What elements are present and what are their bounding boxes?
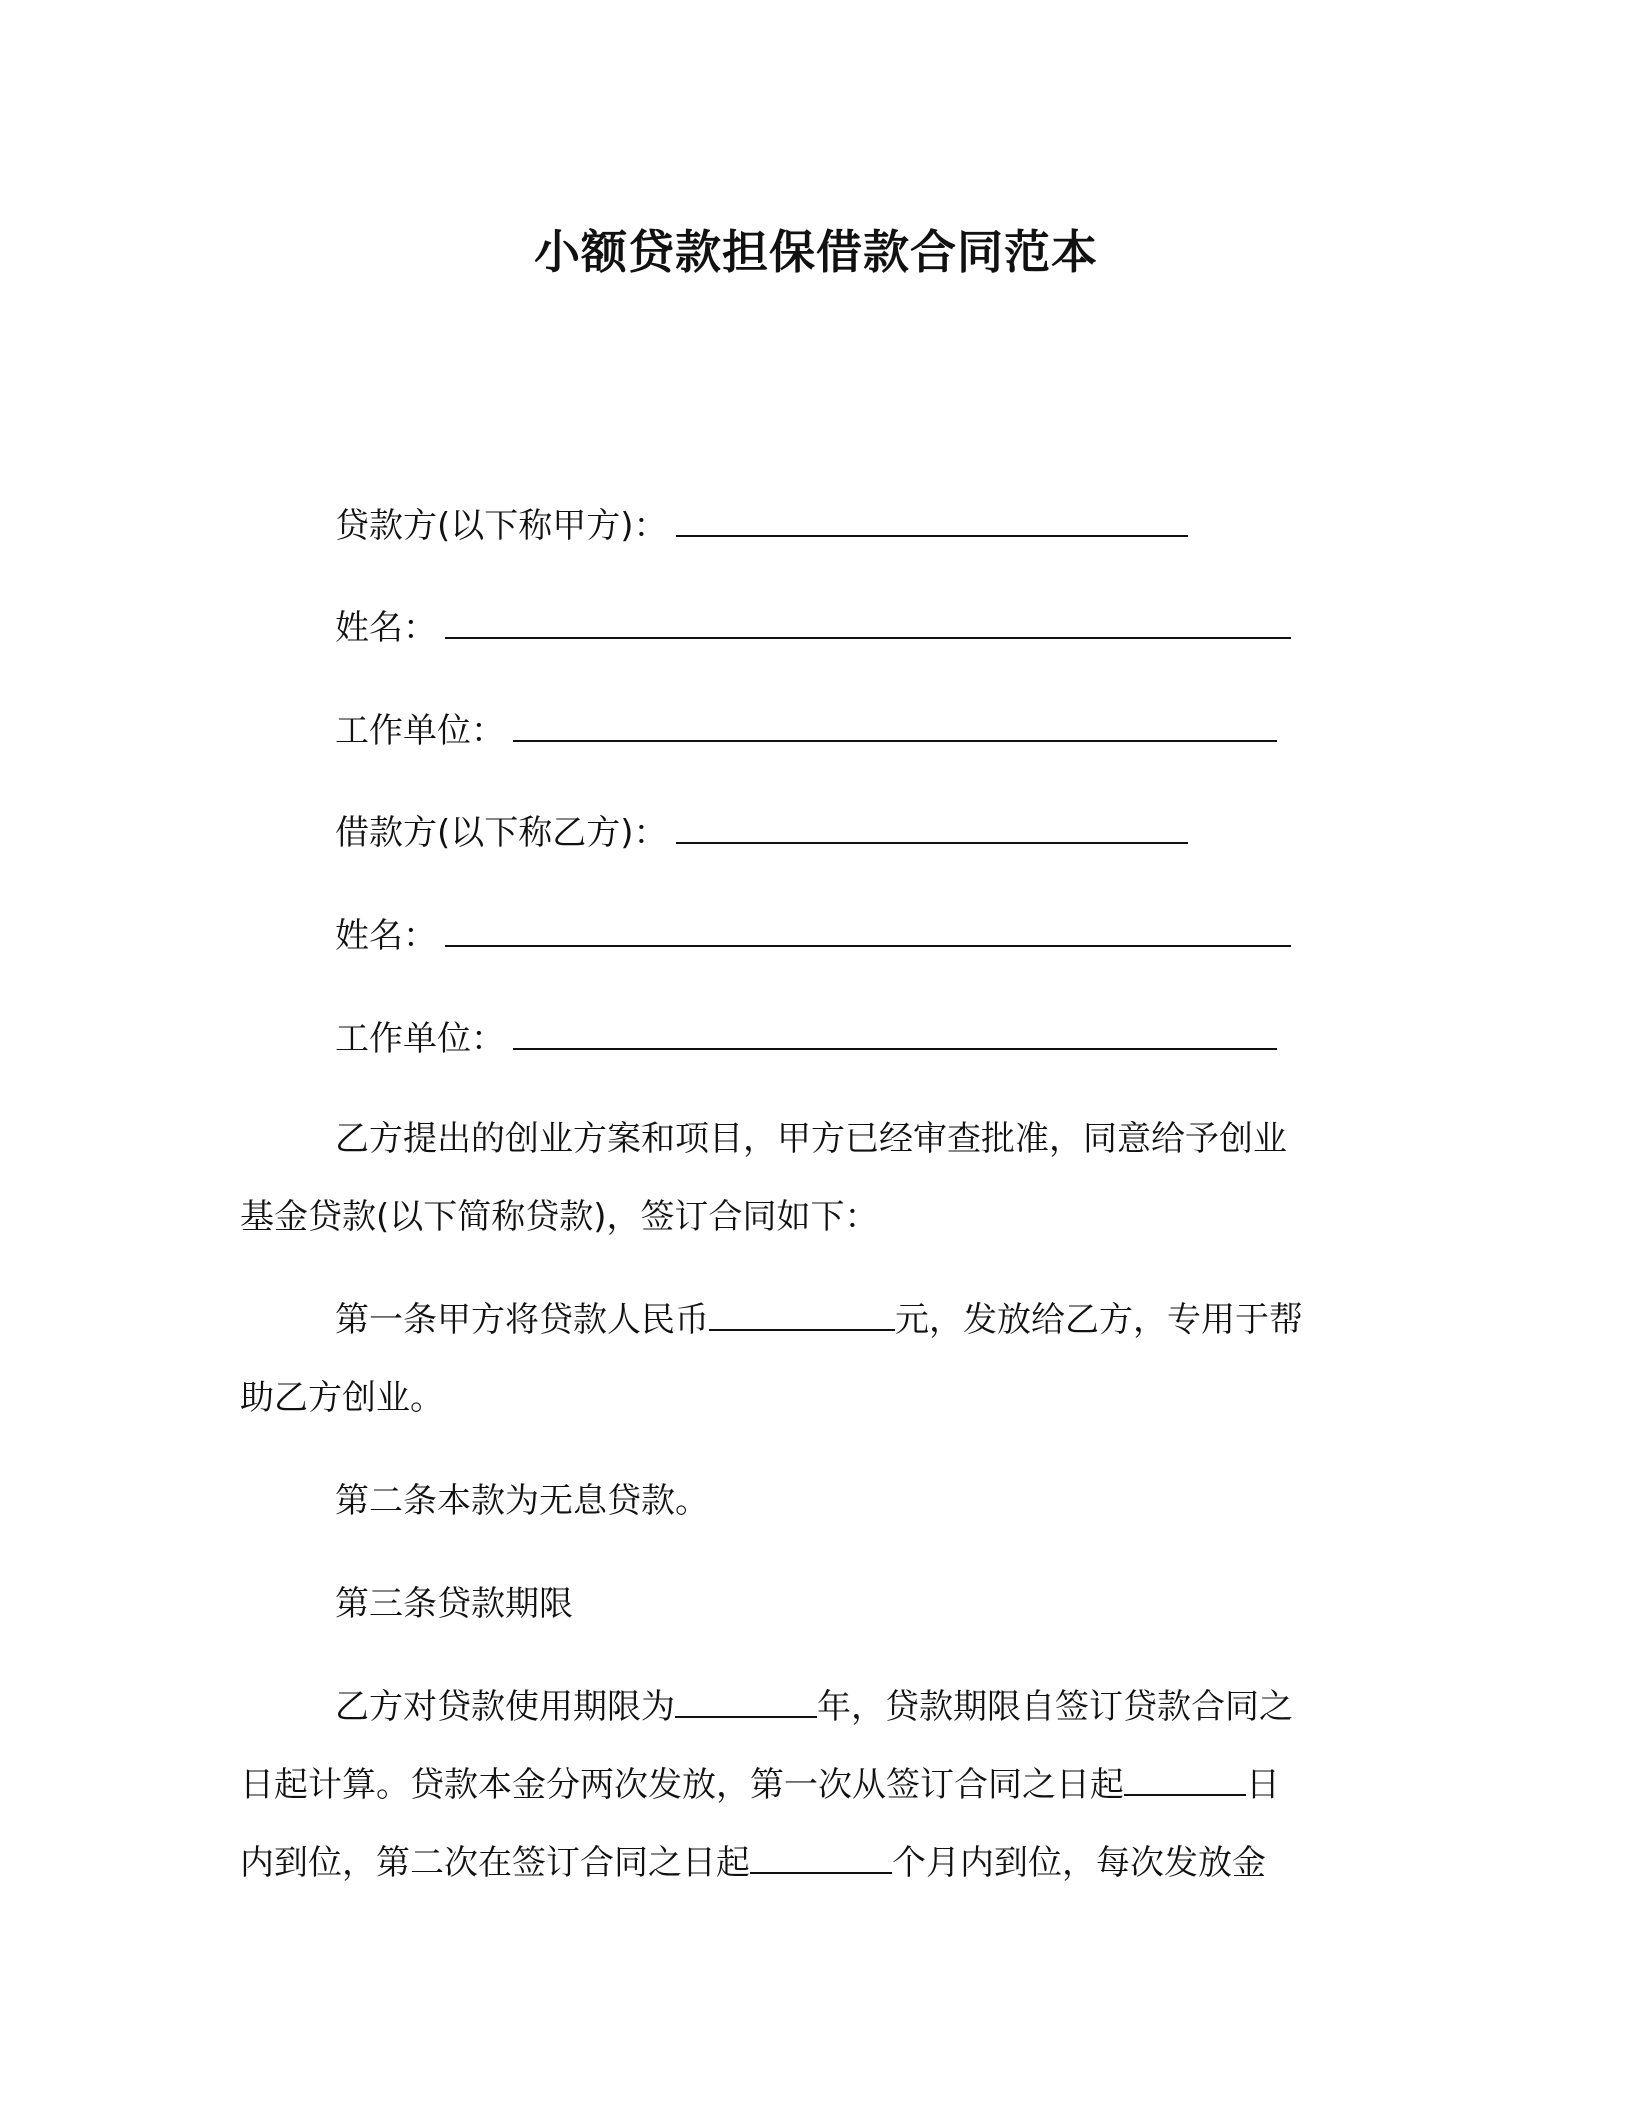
lender-field [335, 498, 1188, 554]
borrower-label: 借款方(以下称乙方)： [335, 813, 668, 853]
lender-name-field [335, 600, 1291, 656]
lender-blank[interactable] [676, 505, 1188, 537]
article-1-line-1 [240, 1281, 1380, 1359]
article-3-text-1b: 年，贷款期限自签订贷款合同之 [817, 1687, 1293, 1727]
article-1 [240, 1281, 1380, 1437]
borrower-employer-label: 工作单位： [335, 1019, 505, 1059]
document-title: 小额贷款担保借款合同范本 [534, 225, 1098, 279]
lender-employer-label: 工作单位： [335, 711, 505, 751]
lender-label: 贷款方(以下称甲方)： [335, 506, 668, 546]
article-3-body [240, 1668, 1380, 1902]
article-3-title-line: 第三条贷款期限 [335, 1584, 573, 1624]
lender-employer-field [335, 703, 1277, 759]
lender-employer-blank[interactable] [513, 710, 1277, 742]
article-1-text-a: 第一条甲方将贷款人民币 [335, 1300, 709, 1340]
article-3-text-3b: 个月内到位，每次发放金 [892, 1843, 1266, 1883]
borrower-name-blank[interactable] [445, 915, 1291, 947]
article-3-line-3 [240, 1824, 1380, 1902]
second-disbursement-months-blank[interactable] [750, 1844, 892, 1874]
article-3-line-1 [240, 1668, 1380, 1746]
first-disbursement-days-blank[interactable] [1124, 1766, 1246, 1796]
loan-amount-blank[interactable] [709, 1301, 895, 1331]
borrower-name-field [335, 908, 1291, 964]
article-3-text-1a: 乙方对贷款使用期限为 [335, 1687, 675, 1727]
intro-line-2: 基金贷款(以下简称贷款)，签订合同如下： [240, 1197, 879, 1237]
article-3-text-3a: 内到位，第二次在签订合同之日起 [240, 1843, 750, 1883]
loan-years-blank[interactable] [675, 1688, 817, 1718]
intro-paragraph [240, 1100, 1380, 1256]
borrower-employer-blank[interactable] [513, 1018, 1277, 1050]
article-2 [240, 1462, 1380, 1540]
article-3-text-2a: 日起计算。贷款本金分两次发放，第一次从签订合同之日起 [240, 1765, 1124, 1805]
borrower-field [335, 805, 1188, 861]
borrower-name-label: 姓名： [335, 916, 437, 956]
article-3-line-2 [240, 1746, 1380, 1824]
borrower-blank[interactable] [676, 812, 1188, 844]
article-3-title [240, 1565, 1380, 1643]
lender-name-label: 姓名： [335, 608, 437, 648]
article-1-line-2: 助乙方创业。 [240, 1378, 444, 1418]
intro-line-1: 乙方提出的创业方案和项目，甲方已经审查批准，同意给予创业 [335, 1119, 1287, 1159]
article-1-text-b: 元，发放给乙方，专用于帮 [895, 1300, 1303, 1340]
article-2-line: 第二条本款为无息贷款。 [335, 1481, 709, 1521]
article-3-text-2b: 日 [1246, 1765, 1280, 1805]
lender-name-blank[interactable] [445, 607, 1291, 639]
borrower-employer-field [335, 1011, 1277, 1067]
